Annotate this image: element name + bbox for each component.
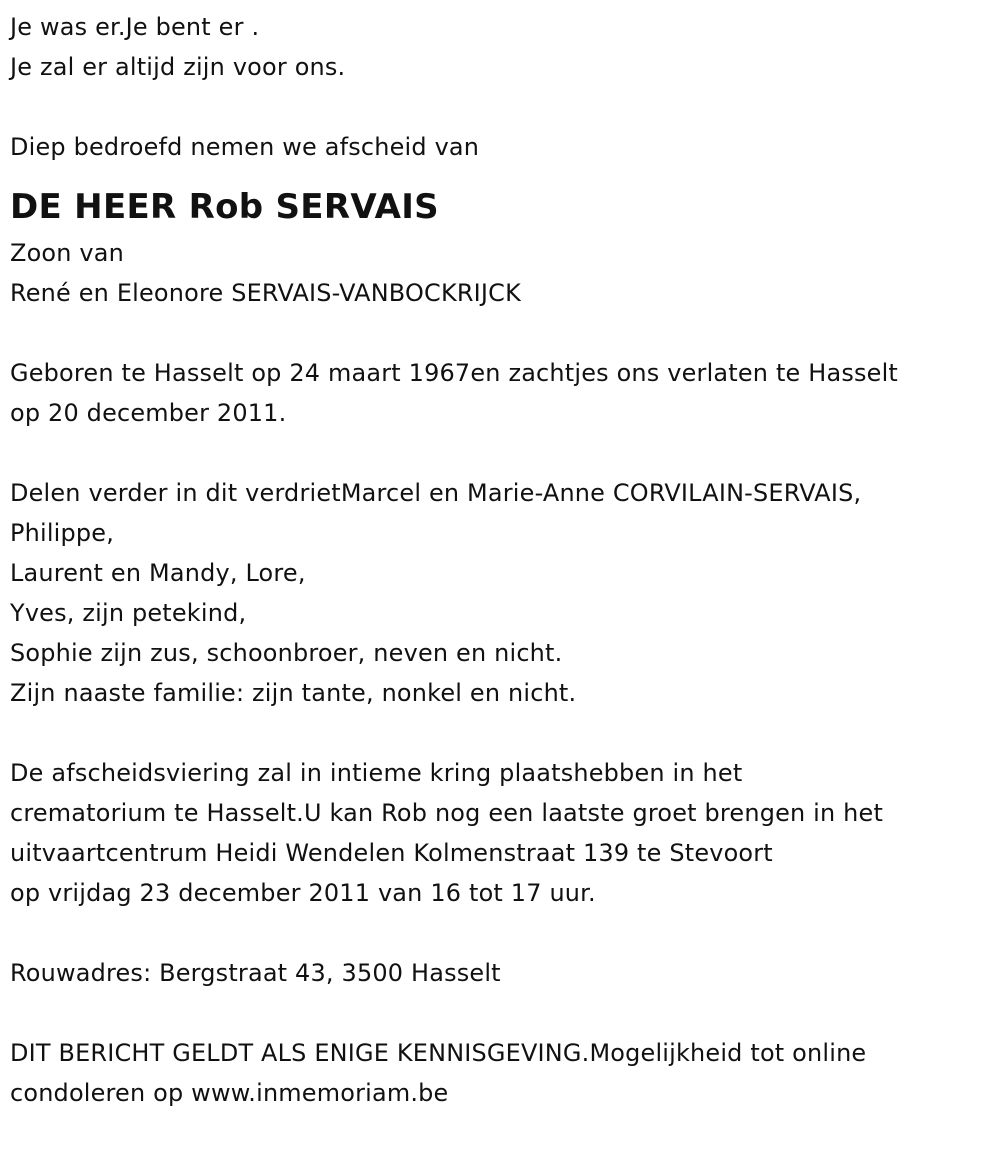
spacer [10,433,995,473]
spacer [10,87,995,127]
opening-line-2: Je zal er altijd zijn voor ons. [10,53,346,81]
ceremony-line: uitvaartcentrum Heidi Wendelen Kolmenstraat 139 te Stevoort [10,839,773,867]
spacer [10,313,995,353]
family-line: Sophie zijn zus, schoonbroer, neven en nicht. [10,639,563,667]
notice-line-2: condoleren op www.inmemoriam.be [10,1079,449,1107]
ceremony-line: De afscheidsviering zal in intieme kring plaatshebben in het [10,759,743,787]
ceremony-line: op vrijdag 23 december 2011 van 16 tot 17 uur. [10,879,596,907]
mourning-address: Rouwadres: Bergstraat 43, 3500 Hasselt [10,959,501,987]
spacer [10,993,995,1033]
family-line: Yves, zijn petekind, [10,599,247,627]
spacer [10,713,995,753]
obituary-notice [10,7,995,1113]
family-line: Zijn naaste familie: zijn tante, nonkel en nicht. [10,679,577,707]
son-of-label: Zoon van [10,239,125,267]
family-line: Philippe, [10,519,115,547]
notice-line-1: DIT BERICHT GELDT ALS ENIGE KENNISGEVING.Mogelijkheid tot online [10,1039,867,1067]
birth-death-line-1: Geboren te Hasselt op 24 maart 1967en zachtjes ons verlaten te Hasselt [10,359,899,387]
deceased-name: DE HEER Rob SERVAIS [10,187,439,227]
spacer [10,913,995,953]
birth-death-line-2: op 20 december 2011. [10,399,287,427]
parents-names: René en Eleonore SERVAIS-VANBOCKRIJCK [10,279,521,307]
family-line: Delen verder in dit verdrietMarcel en Marie-Anne CORVILAIN-SERVAIS, [10,479,862,507]
ceremony-line: crematorium te Hasselt.U kan Rob nog een laatste groet brengen in het [10,799,884,827]
intro-text: Diep bedroefd nemen we afscheid van [10,133,480,161]
family-line: Laurent en Mandy, Lore, [10,559,306,587]
opening-line-1: Je was er.Je bent er . [10,13,260,41]
